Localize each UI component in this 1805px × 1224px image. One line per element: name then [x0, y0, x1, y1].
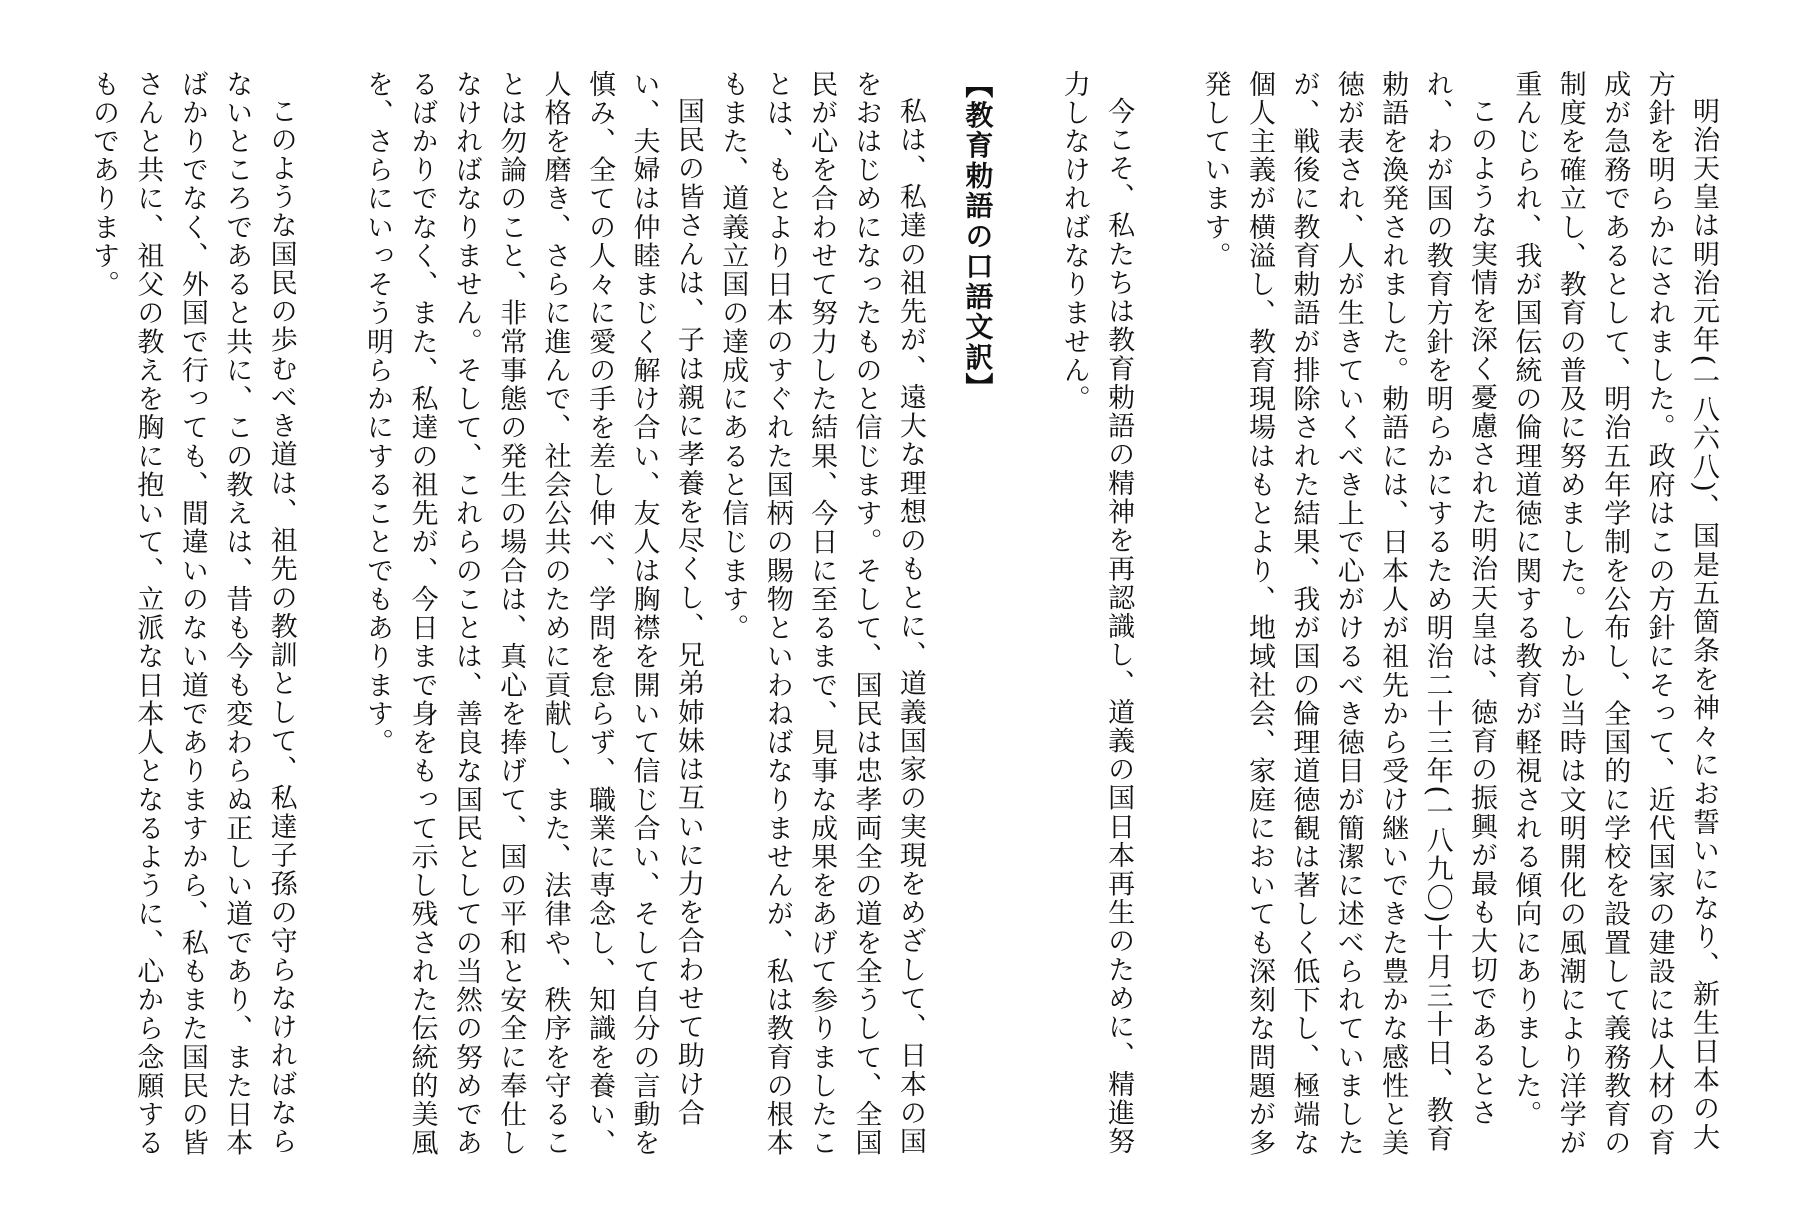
- attribution: [0, 70, 29, 1180]
- section-title: 【教育勅語の口語文訳】: [961, 70, 995, 403]
- translation-paragraph-2: 国民の皆さんは、子は親に孝養を尽くし、兄弟姉妹は互いに力を合わせて助け合い、夫婦は仲睦まじく解け合い、友人は胸襟を開いて信じ合い、そして自分の言動を慎み、全ての人々に愛の手を差し伸べ、学問を怠らず、職業に専念し、知識を養い、人格を磨き、さらに進んで、社会公共のために貢献し、また、法律や、秩序を守ることは勿論のこと、非常事態の発生の場合は、真心を捧げて、国の平和と安全に奉仕しなければなりません。そして、これらのことは、善良な国民としての当然の努めであるばかりでなく、また、私達の祖先が、今日まで身をもって示し残された伝統的美風を、さらにいっそう明らかにすることでもあります。: [362, 70, 704, 1158]
- intro-paragraph-3: 今こそ、私たちは教育勅語の精神を再認識し、道義の国日本再生のために、精進努力しなければなりません。: [1058, 70, 1135, 1156]
- intro-paragraph-1: 明治天皇は明治元年(一八六八)、国是五箇条を神々にお誓いになり、新生日本の大方針を明らかにされました。政府はこの方針にそって、近代国家の建設には人材の育成が急務であるとして、明治五年学制を公布し、全国的に学校を設置して義務教育の制度を確立し、教育の普及に努めました。しかし当時は文明開化の風潮により洋学が重んじられ、我が国伝統の倫理道徳に関する教育が軽視される傾向にありました。: [1510, 70, 1719, 1158]
- intro-paragraph-2: このような実情を深く憂慮された明治天皇は、徳育の振興が最も大切であるとされ、わが国の教育方針を明らかにするため明治二十三年(一八九〇)十月三十日、教育勅語を渙発されました。勅語には、日本人が祖先から受け継いできた豊かな感性と美徳が表され、人が生きていくべき上で心がけるべき徳目が簡潔に述べられていましたが、戦後に教育勅語が排除された結果、我が国の倫理道徳観は著しく低下し、極端な個人主義が横溢し、教育現場はもとより、地域社会、家庭においても深刻な問題が多発しています。: [1199, 70, 1497, 1158]
- translation-paragraph-1: 私は、私達の祖先が、遠大な理想のもとに、道義国家の実現をめざして、日本の国をおはじめになったものと信じます。そして、国民は忠孝両全の道を全うして、全国民が心を合わせて努力した結果、今日に至るまで、見事な成果をあげて参りましたことは、もとより日本のすぐれた国柄の賜物といわねばなりませんが、私は教育の根本もまた、道義立国の達成にあると信じます。: [717, 70, 926, 1158]
- vertical-text-body: [65, 70, 1725, 1180]
- translation-paragraph-3: このような国民の歩むべき道は、祖先の教訓として、私達子孫の守らなければならないところであると共に、この教えは、昔も今も変わらぬ正しい道であり、また日本ばかりでなく、外国で行っても、間違いのない道でありますから、私もまた国民の皆さんと共に、祖父の教えを胸に抱いて、立派な日本人となるように、心から念願するものであります。: [88, 70, 297, 1158]
